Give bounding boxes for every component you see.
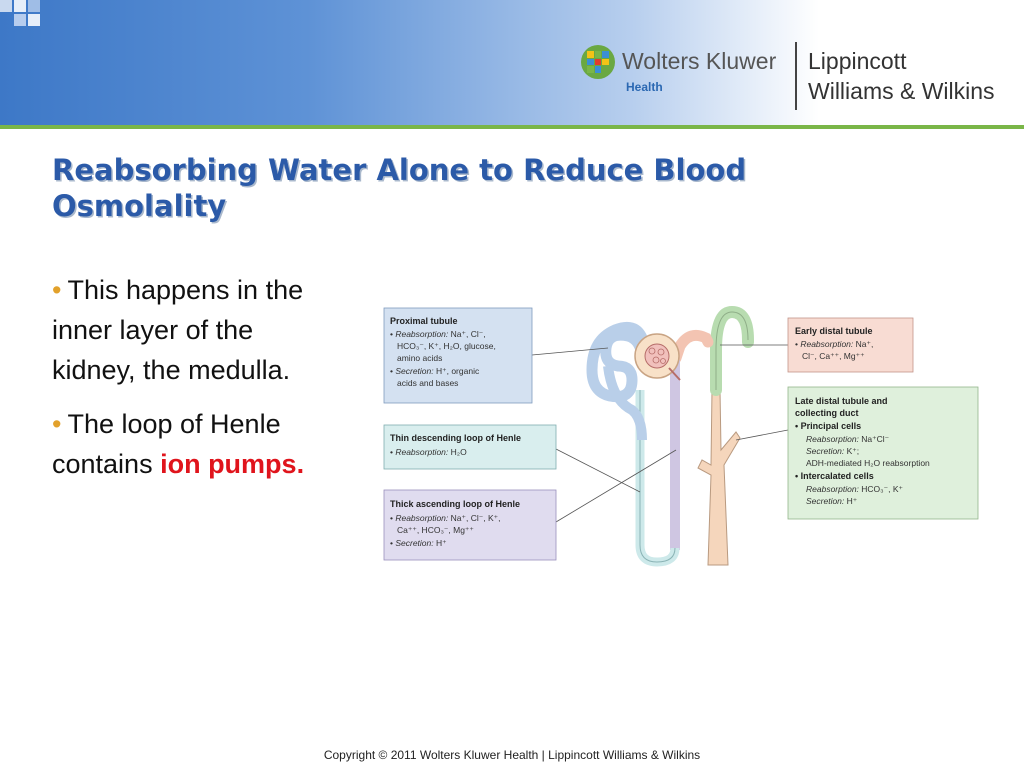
svg-text:HCO₃⁻, K⁺, H₂O, glucose,: HCO₃⁻, K⁺, H₂O, glucose, [397,341,496,351]
bullet-highlight: ion pumps. [160,449,305,479]
svg-text:• Intercalated cells: • Intercalated cells [795,471,874,481]
thin-descending-box [384,425,556,469]
logo-divider [795,42,797,110]
thin-descending-limb [640,390,675,562]
nephron-illustration [592,312,748,565]
distal-arc [716,312,748,390]
nephron-diagram [380,300,990,570]
bullet-item [52,270,332,390]
logo-publisher-line2: Williams & Wilkins [808,78,995,104]
logo-publisher-line1: Lippincott [808,48,907,74]
svg-text:• Reabsorption: H₂O: • Reabsorption: H₂O [390,447,467,457]
svg-text:• Reabsorption: Na⁺, Cl⁻,: • Reabsorption: Na⁺, Cl⁻, [390,329,486,339]
collecting-duct [698,390,740,565]
copyright-footer: Copyright © 2011 Wolters Kluwer Health | Lippincott Williams & Wilkins [323,748,701,762]
proximal-title: Proximal tubule [390,316,458,326]
bullet-marker: • [52,409,62,439]
svg-text:Thin descending loop of Henle: Thin descending loop of Henle [390,433,522,443]
glomerulus [645,344,669,368]
bullet-list [52,270,332,498]
svg-text:• Reabsorption: Na⁺,: • Reabsorption: Na⁺, [795,339,874,349]
wolters-kluwer-globe-icon [580,44,616,80]
corner-decoration [0,0,60,28]
bullet-text: This happens in the inner layer of the kidney, the medulla. [52,275,304,385]
slide-title: Reabsorbing Water Alone to Reduce Blood Osmolality [52,153,747,223]
header-accent-line [0,125,1024,129]
logo-division: Health [626,80,663,94]
svg-text:• Secretion: H⁺, organic: • Secretion: H⁺, organic [390,366,480,376]
svg-text:Reabsorption: Na⁺Cl⁻: Reabsorption: Na⁺Cl⁻ [806,434,890,444]
svg-text:Cl⁻, Ca⁺⁺, Mg⁺⁺: Cl⁻, Ca⁺⁺, Mg⁺⁺ [802,351,865,361]
svg-text:Secretion: H⁺: Secretion: H⁺ [806,496,858,506]
svg-text:• Secretion: H⁺: • Secretion: H⁺ [390,538,447,548]
svg-text:acids and bases: acids and bases [397,378,459,388]
svg-text:Late distal tubule and: Late distal tubule and [795,396,888,406]
svg-text:Thick ascending loop of Henle: Thick ascending loop of Henle [390,499,521,509]
svg-text:• Reabsorption: Na⁺, Cl⁻, K⁺,: • Reabsorption: Na⁺, Cl⁻, K⁺, [390,513,501,523]
svg-text:• Principal cells: • Principal cells [795,421,862,431]
svg-text:Secretion: K⁺;: Secretion: K⁺; [806,446,860,456]
proximal-tubule-box [384,308,532,403]
logo-company: Wolters Kluwer [622,48,777,74]
svg-text:Reabsorption: HCO₃⁻, K⁺: Reabsorption: HCO₃⁻, K⁺ [806,484,903,494]
svg-text:ADH-mediated H₂O reabsorption: ADH-mediated H₂O reabsorption [806,458,930,468]
early-distal-box [788,318,913,372]
bullet-marker: • [52,275,62,305]
late-distal-box [788,387,978,519]
thick-ascending-box [384,490,556,560]
bullet-item [52,404,332,484]
bullet-text: The loop of Henle contains [52,409,281,479]
publisher-logo [578,42,1018,114]
svg-text:collecting duct: collecting duct [795,408,859,418]
svg-text:Early distal tubule: Early distal tubule [795,326,873,336]
svg-text:Ca⁺⁺, HCO₃⁻, Mg⁺⁺: Ca⁺⁺, HCO₃⁻, Mg⁺⁺ [397,525,474,535]
thick-ascending-limb [676,335,708,358]
svg-text:amino acids: amino acids [397,353,443,363]
